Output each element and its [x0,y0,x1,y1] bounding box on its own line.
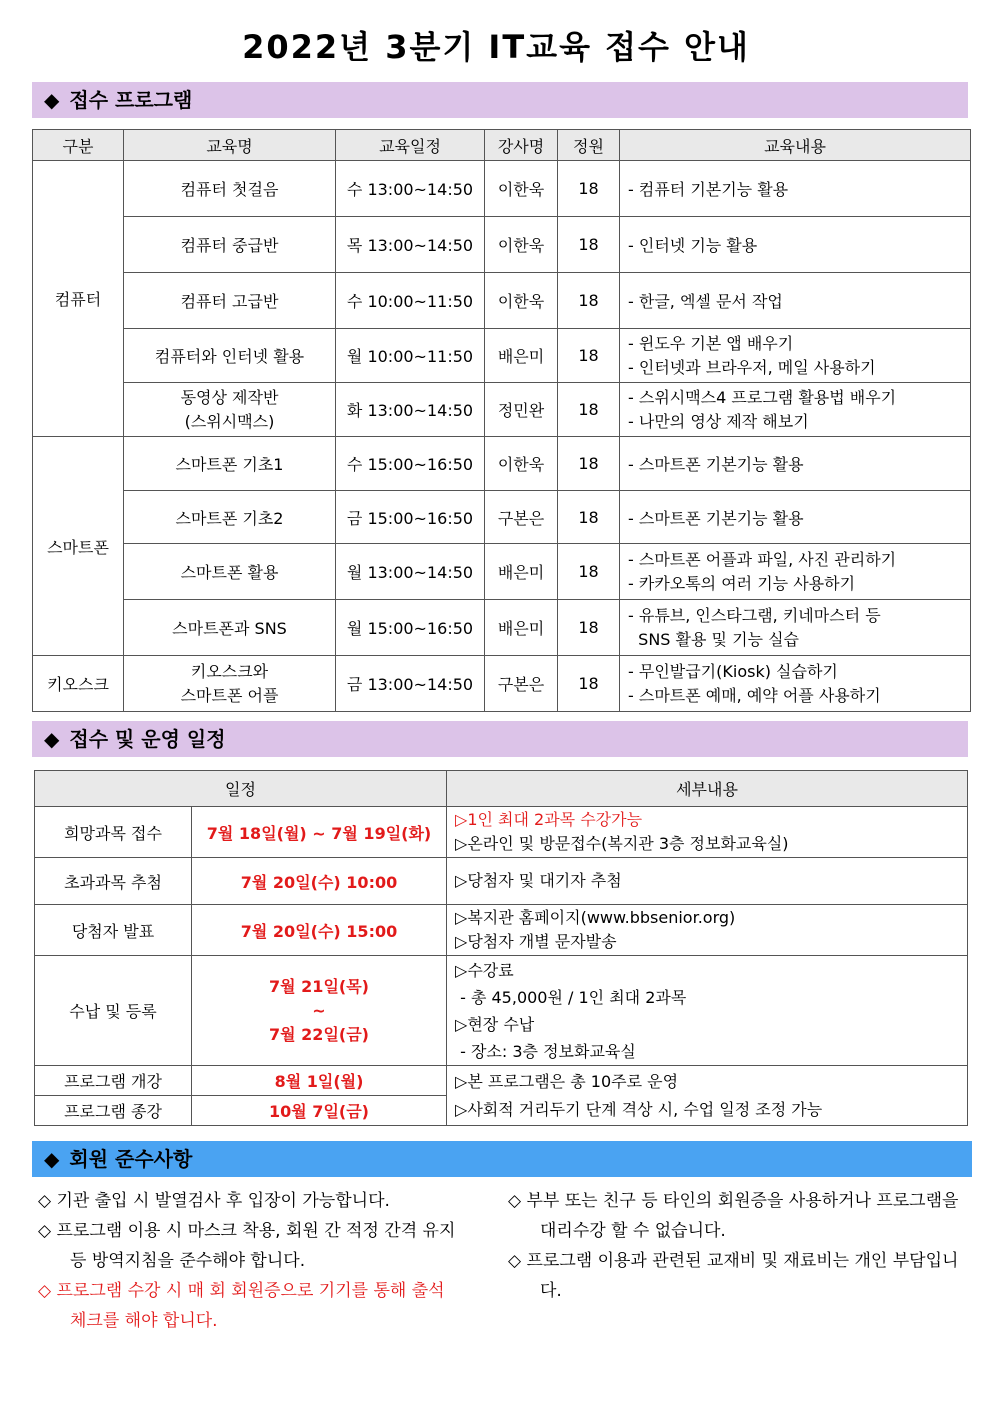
teacher-cell: 이한욱 [485,217,558,273]
course-schedule-cell: 화 13:00~14:50 [336,383,485,437]
course-schedule-cell: 수 15:00~16:50 [336,437,485,491]
table-row [33,383,971,437]
course-name-cell: 컴퓨터 고급반 [124,273,336,329]
schedule-label-cell: 초과과목 추첨 [35,858,192,905]
schedule-date-line: 7월 21일(목) [269,976,369,996]
schedule-header-date: 일정 [35,771,447,807]
diamond-bullet-icon: ◆ [44,727,60,751]
rule-item: ◇ 기관 출입 시 발열검사 후 입장이 가능합니다. [38,1191,390,1211]
table-row [33,437,971,491]
table-row [33,217,971,273]
schedule-detail-line: - 장소: 3층 정보화교육실 [455,1041,636,1061]
course-name-line: 동영상 제작반 [180,387,279,407]
course-name-cell [124,656,336,712]
schedule-date-cell: 7월 20일(수) 10:00 [192,858,447,905]
course-content-line: SNS 활용 및 기능 실습 [628,629,799,649]
schedule-date-cell [192,956,447,1066]
course-content-cell: - 한글, 엑셀 문서 작업 [620,273,971,329]
table-row [35,807,968,858]
course-content-cell [620,544,971,600]
course-content-cell [620,600,971,656]
course-name-cell: 스마트폰 활용 [124,544,336,600]
schedule-detail-line: ▷수강료 [455,960,514,980]
category-cell: 키오스크 [33,656,124,712]
course-content-cell: - 스마트폰 기본기능 활용 [620,491,971,544]
course-content-cell [620,656,971,712]
section-title: 접수 프로그램 [69,88,193,112]
schedule-date-cell: 10월 7일(금) [192,1096,447,1126]
schedule-details-cell [447,956,968,1066]
table-row [33,329,971,383]
course-content-cell: - 컴퓨터 기본기능 활용 [620,161,971,217]
teacher-cell: 배은미 [485,329,558,383]
course-name-cell: 스마트폰 기초1 [124,437,336,491]
table-row [33,656,971,712]
schedule-label-cell: 당첨자 발표 [35,905,192,956]
program-header-cell: 교육명 [124,130,336,161]
course-name-cell: 스마트폰과 SNS [124,600,336,656]
category-cell: 컴퓨터 [33,161,124,437]
course-name-cell: 컴퓨터 첫걸음 [124,161,336,217]
schedule-detail-line: ▷1인 최대 2과목 수강가능 [455,810,643,829]
schedule-details-cell [447,807,968,858]
course-schedule-cell: 금 15:00~16:50 [336,491,485,544]
category-cell: 스마트폰 [33,437,124,656]
capacity-cell: 18 [558,329,620,383]
course-content-cell [620,383,971,437]
capacity-cell: 18 [558,383,620,437]
schedule-label-cell: 희망과목 접수 [35,807,192,858]
course-name-line: (스위시맥스) [184,411,275,431]
table-row [33,491,971,544]
schedule-detail-line: ▷복지관 홈페이지(www.bbsenior.org) [455,908,736,927]
schedule-date-cell: 7월 18일(월) ~ 7월 19일(화) [192,807,447,858]
teacher-cell: 이한욱 [485,273,558,329]
schedule-detail-line: ▷당첨자 및 대기자 추첨 [455,871,622,890]
section-header-schedule [32,721,968,757]
rule-item: ◇ 프로그램 이용과 관련된 교재비 및 재료비는 개인 부담입니다. [508,1251,959,1301]
course-content-line: - 스마트폰 예매, 예약 어플 사용하기 [628,685,881,705]
table-row [35,905,968,956]
schedule-detail-line: ▷현장 수납 [455,1014,535,1034]
capacity-cell: 18 [558,161,620,217]
section-header-programs [32,82,968,118]
section-title: 접수 및 운영 일정 [69,727,226,751]
table-header-row [33,130,971,161]
program-header-cell: 교육일정 [336,130,485,161]
course-name-line: 키오스크와 [190,661,269,681]
program-header-cell: 교육내용 [620,130,971,161]
capacity-cell: 18 [558,491,620,544]
teacher-cell: 배은미 [485,600,558,656]
course-schedule-cell: 금 13:00~14:50 [336,656,485,712]
course-name-cell: 컴퓨터와 인터넷 활용 [124,329,336,383]
schedule-date-line: 7월 22일(금) [269,1024,369,1044]
course-name-cell: 스마트폰 기초2 [124,491,336,544]
program-header-cell: 정원 [558,130,620,161]
course-content-cell: - 스마트폰 기본기능 활용 [620,437,971,491]
course-schedule-cell: 월 13:00~14:50 [336,544,485,600]
schedule-label-cell: 프로그램 개강 [35,1066,192,1096]
teacher-cell: 구본은 [485,656,558,712]
program-table [32,129,971,712]
course-name-cell: 컴퓨터 중급반 [124,217,336,273]
course-name-cell [124,383,336,437]
schedule-label-cell: 수납 및 등록 [35,956,192,1066]
rules-right-column [508,1186,968,1306]
course-schedule-cell: 수 10:00~11:50 [336,273,485,329]
page-title: 2022년 3분기 IT교육 접수 안내 [242,28,750,66]
course-content-line: - 유튜브, 인스타그램, 키네마스터 등 [628,605,881,625]
table-row [35,1066,968,1096]
course-schedule-cell: 월 10:00~11:50 [336,329,485,383]
capacity-cell: 18 [558,656,620,712]
capacity-cell: 18 [558,217,620,273]
course-content-line: - 스위시맥스4 프로그램 활용법 배우기 [628,387,897,407]
schedule-table [34,770,968,1126]
course-content-line: - 윈도우 기본 앱 배우기 [628,333,794,353]
course-content-line: - 스마트폰 어플과 파일, 사진 관리하기 [628,549,897,569]
course-schedule-cell: 월 15:00~16:50 [336,600,485,656]
schedule-detail-line: ▷본 프로그램은 총 10주로 운영 [455,1071,679,1091]
rules-left-column [38,1186,458,1336]
rule-item: ◇ 프로그램 이용 시 마스크 착용, 회원 간 적정 간격 유지 등 방역지침을 준수해야 합니다. [38,1221,456,1271]
course-content-line: - 카카오톡의 여러 기능 사용하기 [628,573,856,593]
course-schedule-cell: 목 13:00~14:50 [336,217,485,273]
rule-item: ◇ 프로그램 수강 시 매 회 회원증으로 기기를 통해 출석체크를 해야 합니다. [38,1281,445,1331]
table-row [33,161,971,217]
schedule-detail-line: ▷온라인 및 방문접수(복지관 3층 정보화교육실) [455,834,789,853]
course-content-line: - 무인발급기(Kiosk) 실습하기 [628,661,838,681]
diamond-bullet-icon: ◆ [44,88,60,112]
schedule-detail-line: ▷당첨자 개별 문자발송 [455,932,617,951]
table-header-row [35,771,968,807]
section-header-rules [32,1141,972,1177]
course-content-cell [620,329,971,383]
section-title: 회원 준수사항 [69,1147,193,1171]
schedule-detail-line: - 총 45,000원 / 1인 최대 2과목 [455,987,687,1007]
capacity-cell: 18 [558,544,620,600]
program-header-cell: 강사명 [485,130,558,161]
schedule-details-cell [447,905,968,956]
table-row [33,273,971,329]
schedule-details-cell [447,858,968,905]
course-content-line: - 인터넷과 브라우저, 메일 사용하기 [628,357,876,377]
schedule-header-details: 세부내용 [447,771,968,807]
rule-item: ◇ 부부 또는 친구 등 타인의 회원증을 사용하거나 프로그램을 대리수강 할 수 없습니다. [508,1191,959,1241]
course-schedule-cell: 수 13:00~14:50 [336,161,485,217]
schedule-details-cell [447,1066,968,1126]
course-content-cell: - 인터넷 기능 활용 [620,217,971,273]
teacher-cell: 이한욱 [485,437,558,491]
table-row [35,858,968,905]
teacher-cell: 이한욱 [485,161,558,217]
teacher-cell: 배은미 [485,544,558,600]
table-row [33,600,971,656]
capacity-cell: 18 [558,437,620,491]
teacher-cell: 구본은 [485,491,558,544]
course-content-line: - 나만의 영상 제작 해보기 [628,411,809,431]
course-name-line: 스마트폰 어플 [180,685,279,705]
schedule-date-line: ~ [312,1000,326,1020]
diamond-bullet-icon: ◆ [44,1147,60,1171]
capacity-cell: 18 [558,600,620,656]
schedule-label-cell: 프로그램 종강 [35,1096,192,1126]
teacher-cell: 정민완 [485,383,558,437]
capacity-cell: 18 [558,273,620,329]
schedule-date-cell: 7월 20일(수) 15:00 [192,905,447,956]
program-header-cell: 구분 [33,130,124,161]
table-row [33,544,971,600]
table-row [35,956,968,1066]
schedule-detail-line: ▷사회적 거리두기 단계 격상 시, 수업 일정 조정 가능 [455,1099,823,1119]
schedule-date-cell: 8월 1일(월) [192,1066,447,1096]
